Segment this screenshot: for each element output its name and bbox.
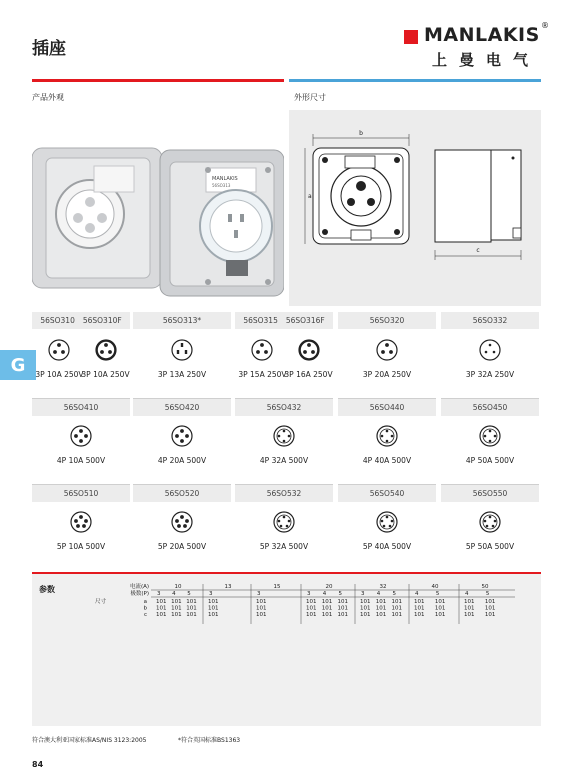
model-code: 56SO310 xyxy=(40,316,75,325)
size-value: 101 xyxy=(337,612,349,618)
dim-label-c: c xyxy=(476,247,480,254)
model-tab xyxy=(133,484,231,502)
socket-5p-ring-icon xyxy=(272,510,296,538)
size-value: 101 xyxy=(171,612,182,618)
size-value: 101 xyxy=(321,605,333,612)
rating-label: 5P 10A 500V xyxy=(56,542,106,551)
model-tab xyxy=(235,398,333,416)
socket-3p-small-icon xyxy=(478,338,502,366)
current-value: 40 xyxy=(431,584,439,590)
size-value: 101 xyxy=(464,605,475,612)
model-code: 56SO332 xyxy=(472,316,508,325)
size-value: 101 xyxy=(256,605,267,612)
model-code: 56SO440 xyxy=(369,403,405,412)
pole-value: 5 xyxy=(187,591,191,597)
size-value: 101 xyxy=(375,605,387,612)
section-divider-red xyxy=(32,79,284,82)
pole-value: 4 xyxy=(415,591,419,597)
socket-3p-flat-icon xyxy=(297,338,321,366)
photo-model-text: 56SO313 xyxy=(212,183,231,188)
socket-3p-icon xyxy=(47,338,71,366)
rating-label: 4P 32A 500V xyxy=(259,456,309,465)
size-value: 101 xyxy=(156,605,167,612)
rating-label: 3P 13A 250V xyxy=(157,370,207,379)
model-tab xyxy=(338,312,436,329)
pole-value: 5 xyxy=(392,591,397,597)
params-table xyxy=(95,582,515,624)
model-tab xyxy=(338,484,436,502)
size-value: 101 xyxy=(306,599,317,605)
socket-3p-icon xyxy=(250,338,274,366)
size-value: 101 xyxy=(414,612,425,618)
size-value: 101 xyxy=(321,599,333,605)
model-code: 56SO310F xyxy=(82,316,122,325)
rating-label: 3P 15A 250V xyxy=(238,370,287,379)
size-value: 101 xyxy=(434,605,446,612)
model-code: 56SO540 xyxy=(369,489,405,498)
rating-label: 3P 10A 250V xyxy=(81,370,130,379)
appearance-heading: 产品外观 xyxy=(32,93,64,102)
size-value: 101 xyxy=(156,612,167,618)
model-code: 56SO432 xyxy=(266,403,302,412)
size-value: 101 xyxy=(156,599,167,605)
rating-label: 4P 20A 500V xyxy=(157,456,207,465)
rating-label: 3P 32A 250V xyxy=(465,370,515,379)
size-value: 101 xyxy=(171,605,182,612)
size-value: 101 xyxy=(391,599,403,605)
size-value: 101 xyxy=(306,612,317,618)
size-value: 101 xyxy=(434,599,446,605)
current-value: 15 xyxy=(273,584,281,590)
model-code: 56SO520 xyxy=(164,489,200,498)
page-number: 84 xyxy=(32,760,44,769)
model-code: 56SO550 xyxy=(472,489,508,498)
size-value: 101 xyxy=(208,599,219,605)
size-value: 101 xyxy=(391,612,403,618)
socket-4p-ring-icon xyxy=(478,424,502,452)
pole-value: 4 xyxy=(376,591,381,597)
current-label: 电流(A) xyxy=(129,584,149,590)
size-value: 101 xyxy=(186,599,197,605)
rating-label: 4P 50A 500V xyxy=(465,456,515,465)
size-value: 101 xyxy=(414,605,425,612)
dim-label-a: a xyxy=(308,193,312,200)
pole-value: 3 xyxy=(361,591,365,597)
model-tab xyxy=(235,484,333,502)
rating-label: 3P 10A 250V xyxy=(35,370,84,379)
photo-brand-text: MANLAKIS xyxy=(212,176,238,182)
pole-value: 4 xyxy=(172,591,176,597)
brand-name: MANLAKIS xyxy=(424,24,540,46)
pole-value: 5 xyxy=(435,591,440,597)
size-value: 101 xyxy=(464,599,475,605)
socket-3p-13a-icon xyxy=(170,338,194,366)
dimension-drawing xyxy=(289,110,541,306)
size-value: 101 xyxy=(375,612,387,618)
socket-3p-flat-icon xyxy=(94,338,118,366)
pole-value: 4 xyxy=(465,591,469,597)
rating-label: 5P 32A 500V xyxy=(259,542,309,551)
size-value: 101 xyxy=(306,605,317,612)
model-code: 56SO410 xyxy=(63,403,99,412)
size-value: 101 xyxy=(360,605,371,612)
rating-label: 3P 20A 250V xyxy=(362,370,412,379)
size-value: 101 xyxy=(464,612,475,618)
product-photo-illustration xyxy=(32,110,284,306)
size-value: 101 xyxy=(484,599,496,605)
pole-value: 3 xyxy=(157,591,161,597)
pole-value: 3 xyxy=(307,591,311,597)
size-value: 101 xyxy=(208,612,219,618)
params-heading: 参数 xyxy=(39,585,55,594)
current-value: 20 xyxy=(325,584,333,590)
dimension-drawing-svg xyxy=(289,110,541,306)
model-tab xyxy=(441,484,539,502)
socket-5p-icon xyxy=(170,510,194,538)
size-value: 101 xyxy=(360,612,371,618)
size-value: 101 xyxy=(186,612,197,618)
size-value: 101 xyxy=(391,605,403,612)
socket-4p-icon xyxy=(69,424,93,452)
section-divider-blue xyxy=(289,79,541,82)
rating-label: 4P 10A 500V xyxy=(56,456,106,465)
size-value: 101 xyxy=(337,605,349,612)
brand-name-cn: 上曼电气 xyxy=(432,51,541,69)
footer-note-standard-bs: *符合英国标准BS1363 xyxy=(178,737,241,744)
dimensions-heading: 外形尺寸 xyxy=(294,93,326,102)
model-code: 56SO316F xyxy=(285,316,325,325)
size-value: 101 xyxy=(434,612,446,618)
rating-label: 5P 50A 500V xyxy=(465,542,515,551)
model-tab xyxy=(441,312,539,329)
model-tab xyxy=(32,398,130,416)
rating-label: 5P 20A 500V xyxy=(157,542,207,551)
rating-label: 5P 40A 500V xyxy=(362,542,412,551)
pole-value: 3 xyxy=(209,591,213,597)
size-value: 101 xyxy=(337,599,349,605)
size-value: 101 xyxy=(321,612,333,618)
socket-4p-ring-icon xyxy=(375,424,399,452)
socket-4p-ring-icon xyxy=(272,424,296,452)
dim-row-label: c xyxy=(143,612,147,618)
params-table-svg xyxy=(95,582,515,624)
model-tab xyxy=(32,312,130,329)
product-photo xyxy=(32,110,284,306)
model-code: 56SO510 xyxy=(63,489,99,498)
pole-value: 4 xyxy=(322,591,327,597)
socket-5p-ring-icon xyxy=(375,510,399,538)
pole-value: 5 xyxy=(485,591,490,597)
model-tab xyxy=(133,398,231,416)
model-code: 56SO532 xyxy=(266,489,302,498)
model-code: 56SO320 xyxy=(369,316,405,325)
model-tab xyxy=(441,398,539,416)
size-value: 101 xyxy=(375,599,387,605)
model-tab xyxy=(338,398,436,416)
model-code: 56SO450 xyxy=(472,403,508,412)
dim-label-b: b xyxy=(359,130,363,137)
size-value: 101 xyxy=(484,612,496,618)
size-value: 101 xyxy=(484,605,496,612)
current-value: 10 xyxy=(174,584,182,590)
dim-row-label: b xyxy=(143,605,147,612)
pole-value: 3 xyxy=(257,591,261,597)
size-label: 尺寸 xyxy=(95,599,107,605)
current-value: 50 xyxy=(481,584,489,590)
model-tab xyxy=(32,484,130,502)
size-value: 101 xyxy=(171,599,182,605)
registered-mark: ® xyxy=(541,21,549,30)
brand-logo-square xyxy=(404,30,418,44)
size-value: 101 xyxy=(186,605,197,612)
model-tab xyxy=(235,312,333,329)
size-value: 101 xyxy=(208,605,219,612)
model-code: 56SO313* xyxy=(162,316,202,325)
model-tab xyxy=(133,312,231,329)
current-value: 13 xyxy=(224,584,232,590)
size-value: 101 xyxy=(256,599,267,605)
socket-3p-round-icon xyxy=(375,338,399,366)
socket-5p-icon xyxy=(69,510,93,538)
dim-row-label: a xyxy=(143,599,147,605)
rating-label: 3P 16A 250V xyxy=(284,370,333,379)
section-tab-g: G xyxy=(0,350,36,380)
size-value: 101 xyxy=(256,612,267,618)
socket-5p-ring-icon xyxy=(478,510,502,538)
current-value: 32 xyxy=(379,584,387,590)
size-value: 101 xyxy=(360,599,371,605)
size-value: 101 xyxy=(414,599,425,605)
rating-label: 4P 40A 500V xyxy=(362,456,412,465)
footer-note-standard-au: 符合澳大利亚国家标准AS/NIS 3123:2005 xyxy=(32,737,147,744)
poles-label: 极数(P) xyxy=(130,591,149,597)
model-code: 56SO315 xyxy=(243,316,278,325)
page-title: 插座 xyxy=(32,39,66,59)
socket-4p-icon xyxy=(170,424,194,452)
model-code: 56SO420 xyxy=(164,403,200,412)
pole-value: 5 xyxy=(338,591,343,597)
